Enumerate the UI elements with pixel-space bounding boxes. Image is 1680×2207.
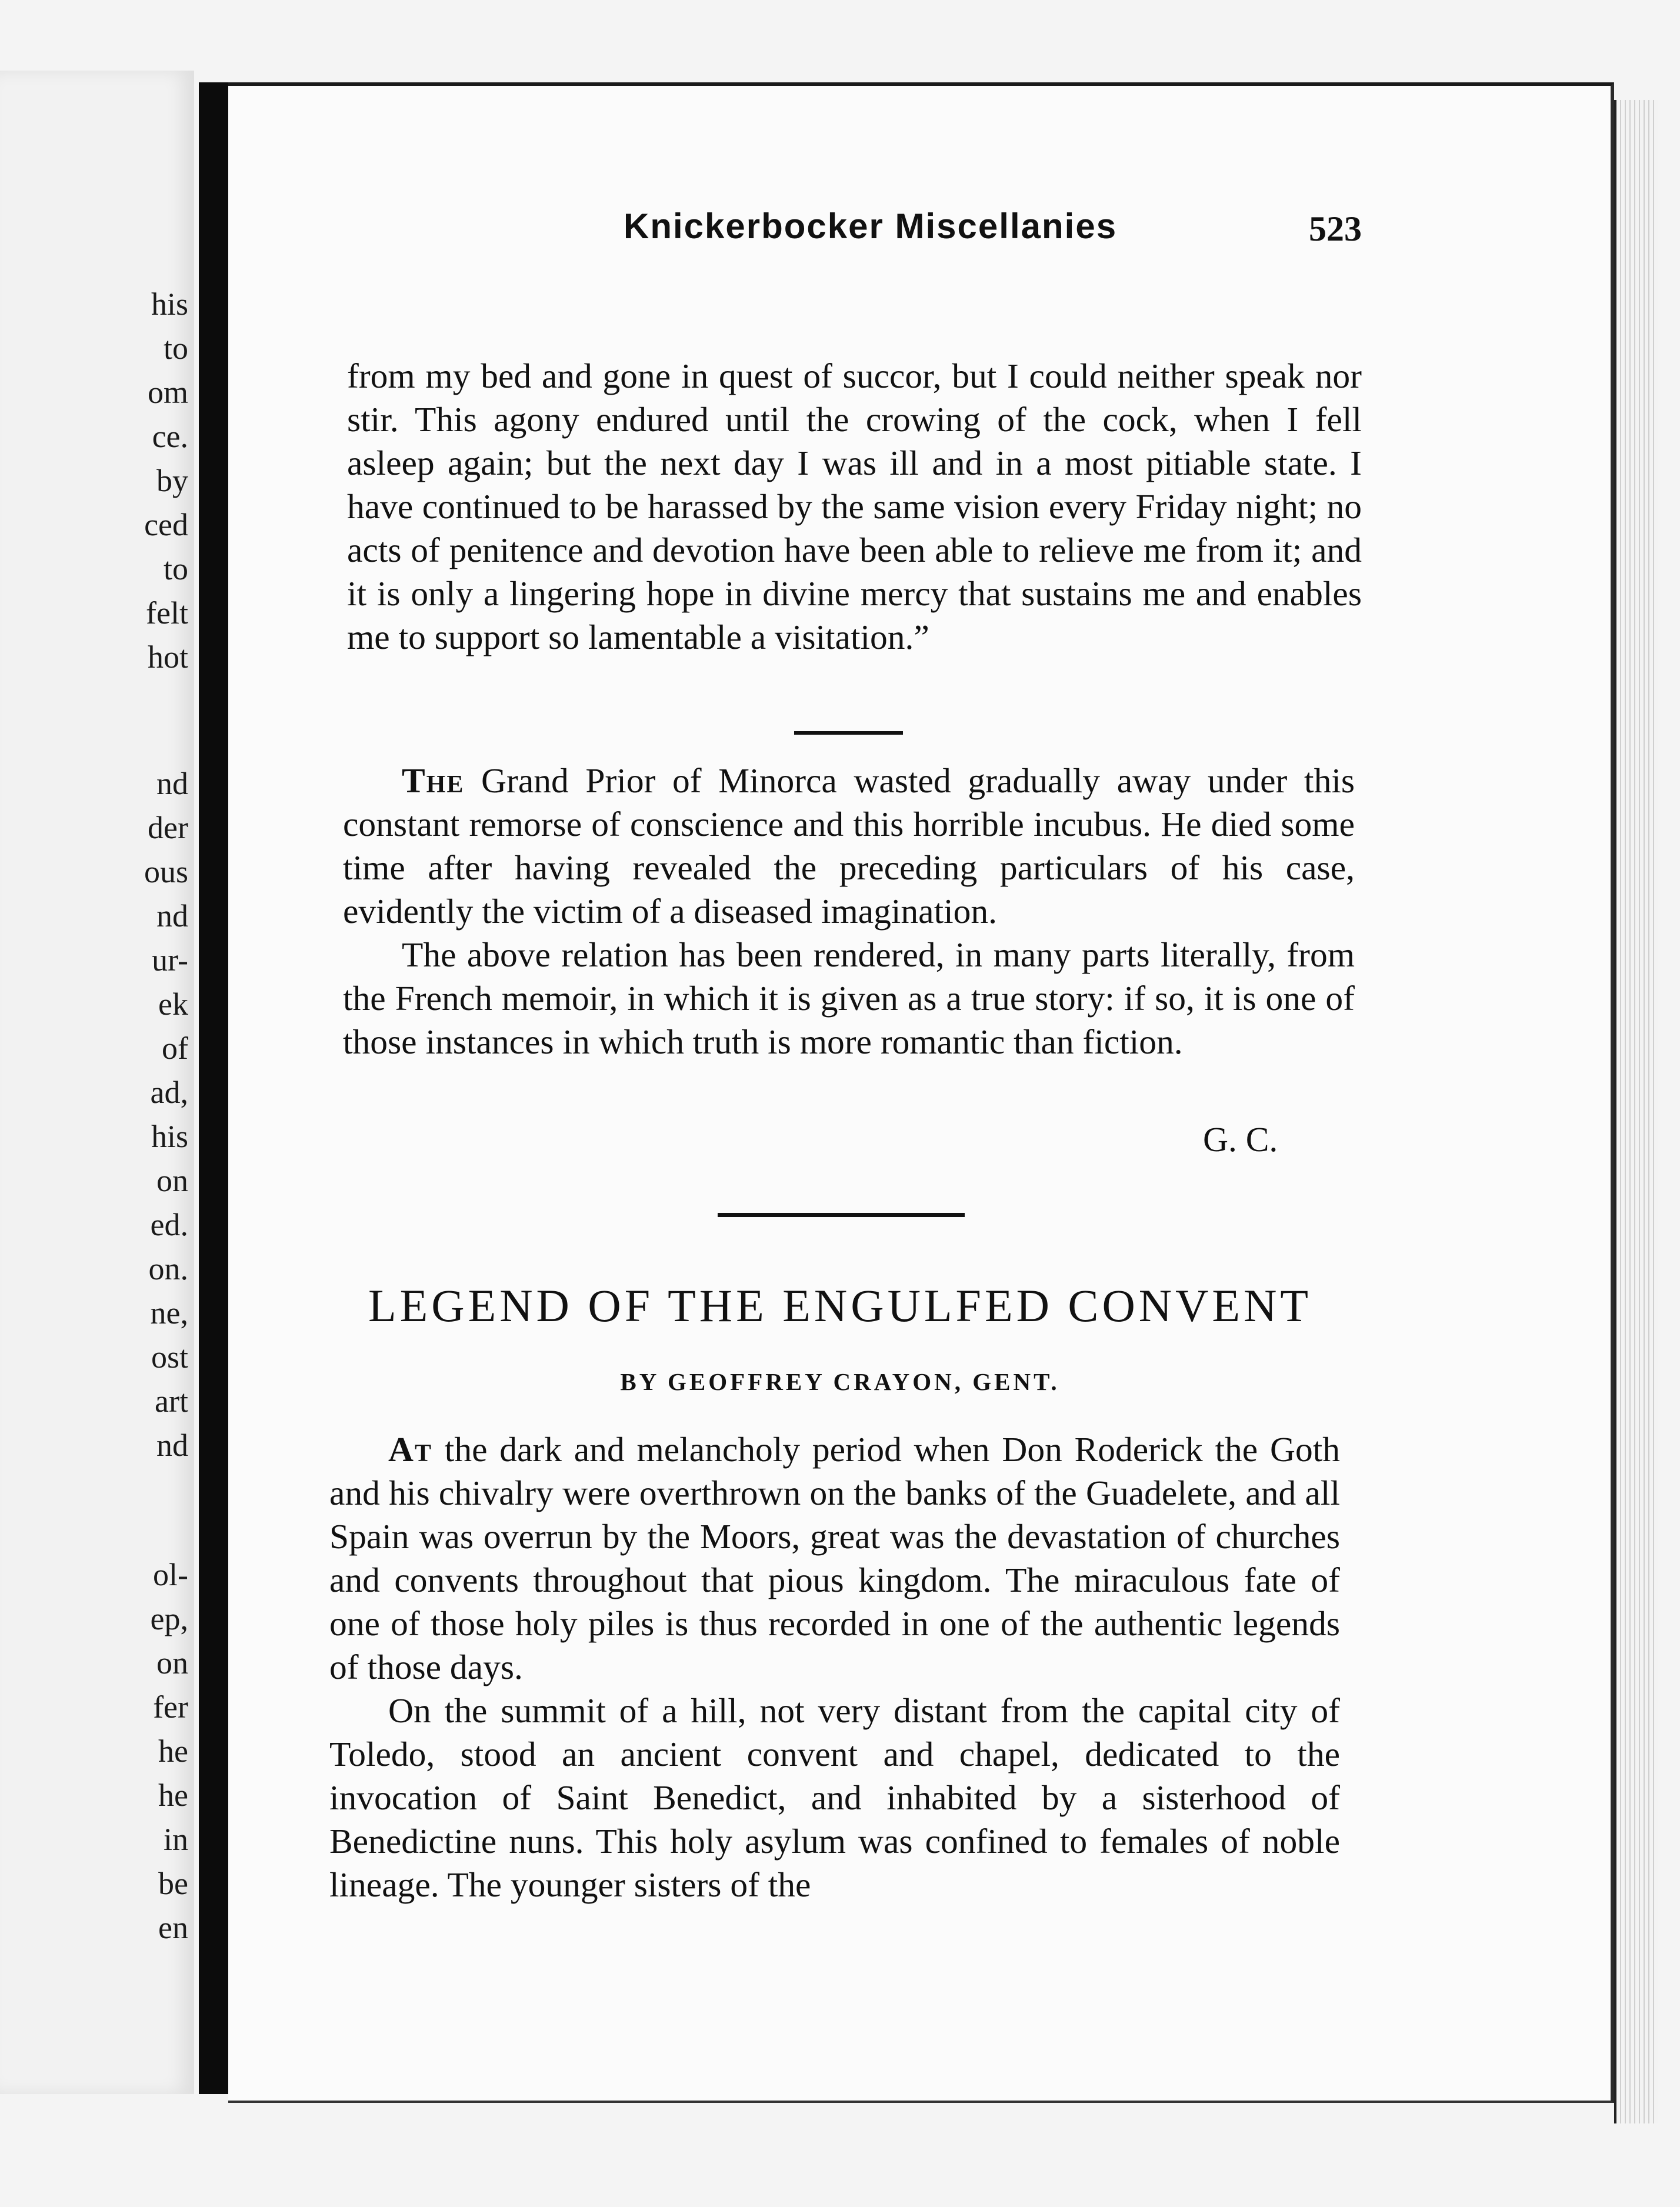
drop-lead-word: At [388,1430,432,1469]
story-end-text [347,354,1362,659]
facing-page-fragment: ek [158,986,188,1022]
facing-page-fragment: hot [147,639,188,675]
facing-page-fragment: art [155,1383,188,1419]
facing-page-fragment: nd [156,898,188,934]
section-divider-short [794,731,903,735]
facing-page-fragment: ost [151,1339,188,1375]
legend-paragraph-2: On the summit of a hill, not very distant from the capital city of Toledo, stood an ancient convent and chapel, dedicated to the invocation of Saint Benedict, and inhabited by a sisterhood of Benedictine nuns. This holy asylum was confined to females of noble lineage. The younger sisters of the [329,1691,1340,1904]
facing-page-fragment: nd [156,1428,188,1463]
page-edge-stack [1614,100,1658,2123]
facing-page-fragment: to [163,331,188,366]
facing-page-fragment: be [158,1866,188,1901]
legend-paragraph-1 [329,1428,1340,1689]
facing-page-fragment: he [158,1733,188,1769]
facing-page-fragment: nd [156,766,188,801]
facing-page-fragment: on [156,1163,188,1198]
author-initials: G. C. [1203,1120,1278,1159]
story-end-paragraph: from my bed and gone in quest of succor, but I could neither speak nor stir. This agony endured until the crowing of the cock, when I fell asleep again; but the next day I was ill and in a most pitiable state. I have continued to be harassed by the same vision every Friday night; no acts of penitence and devotion have been able to relieve me from it; and it is only a lingering hope in divine mercy that sustains me and enables me to support so lamentable a visitation.” [347,356,1362,656]
facing-page-fragment: ep, [150,1601,188,1636]
facing-page-fragment: en [158,1910,188,1945]
facing-page-fragment: by [156,463,188,498]
facing-page-fragment: ce. [152,419,188,454]
section-divider-long [718,1213,965,1217]
legend-byline: BY GEOFFREY CRAYON, GENT. [620,1368,1060,1395]
facing-page-fragment: ous [144,854,188,889]
facing-page-fragment: in [163,1822,188,1857]
facing-page-fragment: ced [144,507,188,542]
book-gutter [199,82,228,2094]
facing-page-fragment: he [158,1778,188,1813]
facing-page-fragment: der [148,810,188,845]
facing-page-fragment: ol- [153,1557,188,1592]
facing-page-fragment: ed. [150,1207,188,1242]
legend-title: LEGEND OF THE ENGULFED CONVENT [368,1280,1312,1331]
postscript-text [343,759,1355,1064]
facing-page-fragment: on [156,1645,188,1681]
postscript-paragraph-1 [343,759,1355,933]
postscript-paragraph-1-body: Grand Prior of Minorca wasted gradually away under this constant remorse of conscience and this horrible incubus. He died some time after having revealed the preceding particulars of his case, evidently the victim of a diseased imagination. [343,761,1355,931]
postscript-paragraph-2: The above relation has been rendered, in many parts literally, from the French memoir, in which it is given as a true story: if so, it is one of those instances in which truth is more romantic than fiction. [343,935,1355,1061]
facing-page-fragment: of [162,1031,188,1066]
facing-page-fragment: ne, [150,1295,188,1331]
facing-page-fragment: fer [153,1689,188,1725]
facing-page-fragment: om [147,375,188,410]
legend-paragraph-1-body: the dark and melancholy period when Don Roderick the Goth and his chivalry were overthrown on the banks of the Guadelete, and all Spain was overrun by the Moors, great was the devastation of churches and convents throughout that pious kingdom. The miraculous fate of one of those holy piles is thus recorded in one of the authentic legends of those days. [329,1430,1340,1686]
page-number: 523 [1309,209,1362,248]
facing-page-fragment: his [151,1119,188,1154]
legend-text [329,1428,1340,1906]
facing-page-fragment: to [163,551,188,586]
facing-page-fragment: on. [148,1251,188,1286]
running-head: Knickerbocker Miscellanies [624,206,1118,246]
facing-page-fragment: felt [146,595,188,631]
drop-lead-word: The [402,761,465,800]
facing-page-fragment: ur- [152,942,188,978]
left-page-edge [0,71,194,2094]
facing-page-fragment: his [151,286,188,322]
facing-page-fragment: ad, [150,1075,188,1110]
